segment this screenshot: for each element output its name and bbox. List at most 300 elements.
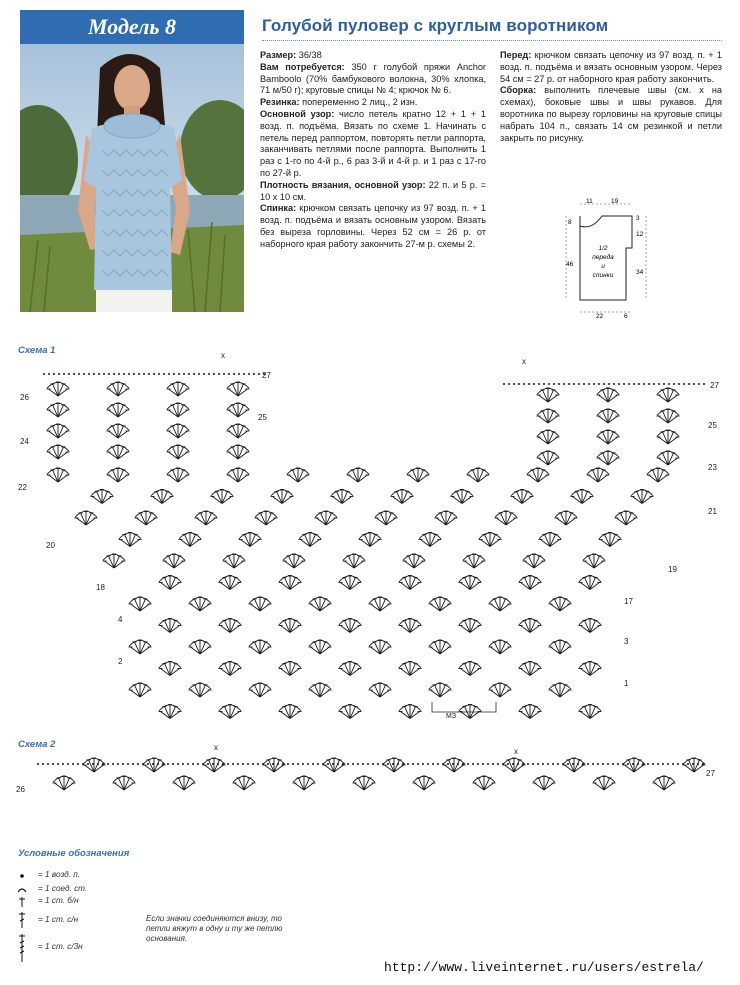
chain-dot [572,763,574,765]
s1-row-22: 22 [18,483,27,492]
garment-schematic [556,196,686,322]
chain-dot [573,383,575,385]
chain-dot [507,763,509,765]
chain-dot [58,373,60,375]
fan-motif [563,758,586,772]
chain-dot [633,383,635,385]
fan-motif [227,424,250,438]
s1-row-19: 19 [668,565,677,574]
chain-dot [192,763,194,765]
fan-motif [527,468,550,482]
dim-bottom-2: 6 [624,313,628,320]
chain-dot [223,373,225,375]
instructions-column-1 [260,50,486,251]
chain-dot [512,763,514,765]
fan-motif [263,758,286,772]
chain-dot [202,763,204,765]
fan-motif [459,705,482,719]
fan-motif [195,511,218,525]
s1-row-20: 20 [46,541,55,550]
chain-dot [658,383,660,385]
chain-dot [653,383,655,385]
fan-motif [129,683,152,697]
chain-dot [417,763,419,765]
chain-dot [357,763,359,765]
source-url: http://www.liveinternet.ru/users/estrela/ [384,960,704,975]
fan-motif [459,662,482,676]
s1-x-mark-left: x [221,351,225,360]
fan-motif [219,705,242,719]
single-crochet-icon [18,896,36,908]
fan-motif [657,451,680,465]
fan-motif [103,554,126,568]
chain-dot [548,383,550,385]
fan-motif [657,388,680,402]
chain-dot [618,383,620,385]
chain-dot [277,763,279,765]
instruction-size: Размер: 36/38 [260,50,322,60]
fan-motif [75,511,98,525]
chain-dot [312,763,314,765]
fan-motif [107,382,130,396]
fan-motif [623,758,646,772]
page-title: Голубой пуловер с круглым воротником [262,16,609,35]
chain-dot [437,763,439,765]
fan-motif [597,451,620,465]
chain-dot [102,763,104,765]
fan-motif [519,576,542,590]
chain-dot [257,763,259,765]
chain-dot [262,763,264,765]
fan-motif [511,490,534,504]
instruction-main-pattern: Основной узор: число петель кратно 12 + 1 + 1 возд. п. подъёма. Вязать по схеме 1. Начинать с петель перед раппортом, повторять петли раппорта, заканчивать петлями после раппорта. Выполнить 1 раз с 1-го по 4-й р., 6 раз 3-й и 4-й р. и 1 раз с 17-го по 27-й р. [260,108,486,178]
fan-motif [459,576,482,590]
chain-dot [47,763,49,765]
fan-motif [167,424,190,438]
s1-row-27-right: 27 [710,381,719,390]
legend-title: Условные обозначения [18,848,130,859]
chain-dot [442,763,444,765]
fan-motif [343,554,366,568]
fan-motif [309,683,332,697]
fan-motif [107,468,130,482]
scheme-2-label: Схема 2 [18,739,56,750]
fan-motif [429,597,452,611]
fan-motif [519,619,542,633]
chain-dot [503,383,505,385]
fan-motif [413,776,436,790]
chain-dot [37,763,39,765]
fan-motif [129,640,152,654]
fan-motif [331,490,354,504]
chain-dot [508,383,510,385]
s1-row-23: 23 [708,463,717,472]
fan-motif [579,576,602,590]
chain-dot [422,763,424,765]
fan-motif [631,490,654,504]
fan-motif [503,758,526,772]
chain-dot [248,373,250,375]
chain-dot [87,763,89,765]
fan-motif [159,619,182,633]
instruction-ribbing: Резинка: попеременно 2 лиц., 2 изн. [260,97,418,108]
chain-dot [682,763,684,765]
fan-motif [167,445,190,459]
chain-dot [482,763,484,765]
fan-motif [227,468,250,482]
chain-dot [543,383,545,385]
chain-dot [217,763,219,765]
dim-right-3: 34 [636,269,644,276]
dim-top-1: 11 [586,198,593,205]
schematic-label-4: спинки [592,272,614,279]
dim-right-1: 3 [636,215,640,222]
fan-motif [309,597,332,611]
fan-motif [579,705,602,719]
fan-motif [315,511,338,525]
fan-motif [47,424,70,438]
fan-motif [533,776,556,790]
chain-dot [497,763,499,765]
fan-motif [479,533,502,547]
fan-motif [435,511,458,525]
title-divider [262,40,722,41]
chain-dot [163,373,165,375]
chain-dot [587,763,589,765]
chain-dot [563,383,565,385]
chain-dot [68,373,70,375]
chain-dot [492,763,494,765]
chain-dot [667,763,669,765]
chain-dot [142,763,144,765]
chain-dot [247,763,249,765]
fan-motif [369,597,392,611]
fan-motif [91,490,114,504]
crochet-chart-2 [14,742,730,812]
chain-dot [53,373,55,375]
chain-dot [122,763,124,765]
chain-dot [177,763,179,765]
fan-motif [47,468,70,482]
chain-dot [62,763,64,765]
fan-motif [189,640,212,654]
chart-2-motifs [37,758,706,790]
s1-row-21: 21 [708,507,717,516]
fan-motif [489,597,512,611]
fan-motif [369,640,392,654]
chain-dot [93,373,95,375]
chain-dot [82,763,84,765]
chain-dot [297,763,299,765]
fan-motif [657,409,680,423]
chain-dot [287,763,289,765]
chain-dot [617,763,619,765]
chain-dot [98,373,100,375]
fan-motif [339,619,362,633]
chain-dot [208,373,210,375]
fan-motif [293,776,316,790]
fan-motif [219,619,242,633]
fan-motif [647,468,670,482]
fan-motif [537,388,560,402]
chain-dot [322,763,324,765]
s1-x-mark-right: x [522,357,526,366]
chain-dot [78,373,80,375]
chain-dot [588,383,590,385]
fan-motif [309,640,332,654]
fan-motif [119,533,142,547]
legend: = 1 возд. п. = 1 соед. ст. = 1 ст. б/н = 1 ст. с/н = 1 ст. с/3н [18,864,198,974]
chart-1-motifs [43,373,705,722]
schematic-label-1: 1/2 [598,245,608,252]
chain-dot [528,383,530,385]
fan-motif [167,468,190,482]
chain-dot [592,763,594,765]
chain-dot [533,383,535,385]
chain-dot [698,383,700,385]
fan-motif [519,705,542,719]
chain-dot [607,763,609,765]
chain-dot [158,373,160,375]
fan-motif [353,776,376,790]
fan-motif [151,490,174,504]
chain-dot [123,373,125,375]
fan-motif [227,445,250,459]
schematic-label-2: переда [592,254,614,261]
chain-dot [148,373,150,375]
dim-left-2: 46 [566,261,574,268]
fan-motif [549,640,572,654]
chain-dot [583,383,585,385]
fan-motif [219,576,242,590]
chain-dot [108,373,110,375]
chain-dot [562,763,564,765]
chain-dot [168,373,170,375]
fan-motif [113,776,136,790]
chain-dot [212,763,214,765]
chain-dot [128,373,130,375]
chain-dot [407,763,409,765]
chain-dot [143,373,145,375]
chain-dot [392,763,394,765]
fan-motif [323,758,346,772]
chain-dot [153,373,155,375]
chain-dot [487,763,489,765]
fan-motif [211,490,234,504]
fan-motif [615,511,638,525]
fan-motif [599,533,622,547]
fan-motif [489,640,512,654]
fan-motif [279,662,302,676]
instruction-back: Спинка: крючком связать цепочку из 97 возд. п. + 1 возд. п. подъёма и вязать основным узором. Вязать без выреза горловины. Через 52 см = 26 р. от наборного края работу закончить 27-м р. схемы 2. [260,203,486,249]
chain-dot [252,763,254,765]
chain-dot [72,763,74,765]
fan-motif [403,554,426,568]
chain-dot [172,763,174,765]
fan-motif [143,758,166,772]
chain-dot [307,763,309,765]
chain-dot [347,763,349,765]
chain-dot [198,373,200,375]
chain-dot [602,763,604,765]
chain-dot [612,763,614,765]
arc-icon [18,884,36,896]
chain-dot [608,383,610,385]
chain-dot [237,763,239,765]
dim-top-2: 19 [611,198,619,205]
chain-dot [477,763,479,765]
fan-motif [587,468,610,482]
chain-dot [552,763,554,765]
fan-motif [189,597,212,611]
fan-motif [163,554,186,568]
chain-dot [317,763,319,765]
model-banner: Модель 8 [20,10,244,44]
chain-dot [553,383,555,385]
chain-dot [253,373,255,375]
s1-row-26: 26 [20,393,29,402]
chain-dot [542,763,544,765]
chain-dot [683,383,685,385]
chain-dot [452,763,454,765]
chain-dot [632,763,634,765]
chain-dot [88,373,90,375]
chain-dot [218,373,220,375]
chain-dot [167,763,169,765]
chain-dot [702,763,704,765]
chain-dot [203,373,205,375]
s1-row-1: 1 [624,679,629,688]
fan-motif [83,758,106,772]
chain-dot [547,763,549,765]
chain-dot [213,373,215,375]
chain-dot [233,373,235,375]
chain-dot [52,763,54,765]
chain-dot [118,373,120,375]
chain-dot [133,373,135,375]
chain-dot [652,763,654,765]
chain-dot [57,763,59,765]
chain-dot [243,373,245,375]
chain-dot [518,383,520,385]
chain-dot [242,763,244,765]
fan-motif [597,430,620,444]
chain-dot [43,373,45,375]
instruction-front: Перед: крючком связать цепочку из 97 возд. п. + 1 возд. п. подъёма и вязать основным узором. Через 54 см = 27 р. от наборного края работу закончить. [500,50,722,84]
fan-motif [399,705,422,719]
chain-dot [173,373,175,375]
chain-dot [523,383,525,385]
fan-motif [489,683,512,697]
chain-dot [97,763,99,765]
chain-dot [647,763,649,765]
dim-bottom-1: 22 [596,313,604,320]
fan-motif [47,403,70,417]
fan-motif [233,776,256,790]
fan-motif [597,388,620,402]
chain-dot [137,763,139,765]
fan-motif [249,597,272,611]
fan-motif [279,576,302,590]
chain-dot [107,763,109,765]
s1-row-17: 17 [624,597,633,606]
chain-dot [502,763,504,765]
chain-dot [207,763,209,765]
triple-crochet-icon [18,934,36,962]
chain-dot [232,763,234,765]
fan-motif [271,490,294,504]
chain-dot [657,763,659,765]
scheme-1-label: Схема 1 [18,345,56,356]
s2-x-mark-left: x [214,743,218,752]
s2-row-26: 26 [16,785,25,794]
fan-motif [47,382,70,396]
fan-motif [47,445,70,459]
chain-dot [187,763,189,765]
fan-motif [287,468,310,482]
fan-motif [223,554,246,568]
fan-motif [537,430,560,444]
fan-motif [549,597,572,611]
double-crochet-icon [18,912,36,928]
chain-dot [282,763,284,765]
chain-dot [643,383,645,385]
chain-dot [272,763,274,765]
fan-motif [279,705,302,719]
chain-dot [693,383,695,385]
fan-motif [219,662,242,676]
fan-motif [359,533,382,547]
chain-dot [673,383,675,385]
fan-motif [239,533,262,547]
fan-motif [375,511,398,525]
fan-motif [597,409,620,423]
fan-motif [555,511,578,525]
chain-dot [642,763,644,765]
fan-motif [407,468,430,482]
chain-dot [362,763,364,765]
chain-dot [92,763,94,765]
chain-dot [688,383,690,385]
fan-motif [539,533,562,547]
fan-motif [495,511,518,525]
chain-dot [113,373,115,375]
fan-motif [583,554,606,568]
chain-dot [522,763,524,765]
fan-motif [339,662,362,676]
chain-dot [238,373,240,375]
chain-dot [577,763,579,765]
fan-motif [339,576,362,590]
instructions-column-2 [500,50,722,144]
chain-dot [597,763,599,765]
chain-dot [132,763,134,765]
fan-motif [519,662,542,676]
chain-dot [613,383,615,385]
chain-dot [112,763,114,765]
fan-motif [167,403,190,417]
chain-dot [598,383,600,385]
chain-dot [662,763,664,765]
fan-motif [255,511,278,525]
fan-motif [653,776,676,790]
chain-dot [557,763,559,765]
chain-dot [382,763,384,765]
chain-dot [432,763,434,765]
fan-motif [459,619,482,633]
chain-dot [228,373,230,375]
s1-row-25-right: 25 [708,421,717,430]
